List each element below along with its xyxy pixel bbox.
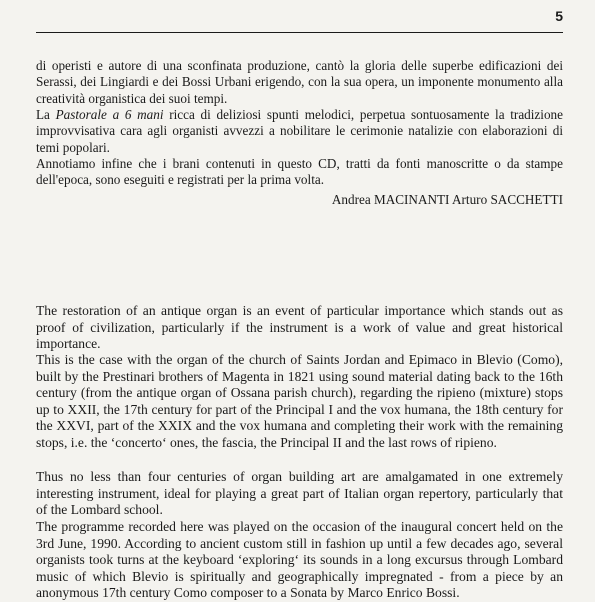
english-paragraph-4: The programme recorded here was played on the occasion of the inaugural concert held on the 3rd June, 1990. According to ancient custom still in fashion up until a few decades ago, several organists took turns at the keyboard ‘exploring‘ its sounds in a long excursus through Lombard music of which Blevio is spiritually and geographically impregnated - from a piece by an anonymous 17th century Como composer to a Sonata by Marco Enrico Bossi.: [36, 519, 563, 601]
italian-paragraph-2-rest: ricca di deliziosi spunti melodici, perpetua sontuosamente la tradizione improvvisativa cara agli organisti avvezzi a nobilitare le cerimonie natalizie con elaborazioni di temi popolari.: [36, 107, 563, 155]
italian-paragraph-1: di operisti e autore di una sconfinata produzione, cantò la gloria delle superbe edificazioni dei Serassi, dei Lingiardi e dei Bossi Urbani erigendo, con la sua opera, un imponente monumento alla creatività organistica dei suoi tempi.: [36, 58, 563, 106]
english-paragraph-1: The restoration of an antique organ is an event of particular importance which stands out as proof of civilization, particularly if the instrument is a work of value and great historical importance.: [36, 303, 563, 352]
italian-paragraph-3: Annotiamo infine che i brani contenuti in questo CD, tratti da fonti manoscritte o da stampe dell'epoca, sono eseguiti e registrati per la prima volta.: [36, 156, 563, 188]
author-signature: Andrea MACINANTI Arturo SACCHETTI: [331, 192, 563, 207]
italian-paragraph-2-lead: La: [36, 107, 56, 122]
italian-paragraph-2: [36, 107, 563, 156]
header-rule: [36, 32, 563, 33]
page-number: 5: [555, 8, 563, 24]
italian-work-title: Pastorale a 6 mani: [55, 107, 164, 122]
english-paragraph-2: This is the case with the organ of the church of Saints Jordan and Epimaco in Blevio (Como), built by the Prestinari brothers of Magenta in 1821 using sound material dating back to the 16th century (from the antique organ of Ossana parish church), regarding the ripieno (mixture) stops up to XXII, the 17th century for part of the Principal I and the vox humana, the 18th century for the XXVI, part of the XXIX and the vox humana and completing their work with the remaining stops, i.e. the ‘concerto‘ ones, the fascia, the Principal II and the last rows of ripieno.: [36, 352, 563, 450]
english-paragraph-3: Thus no less than four centuries of organ building art are amalgamated in one extremely interesting instrument, ideal for playing a great part of Italian organ repertory, particularly that of the Lombard school.: [36, 469, 563, 518]
